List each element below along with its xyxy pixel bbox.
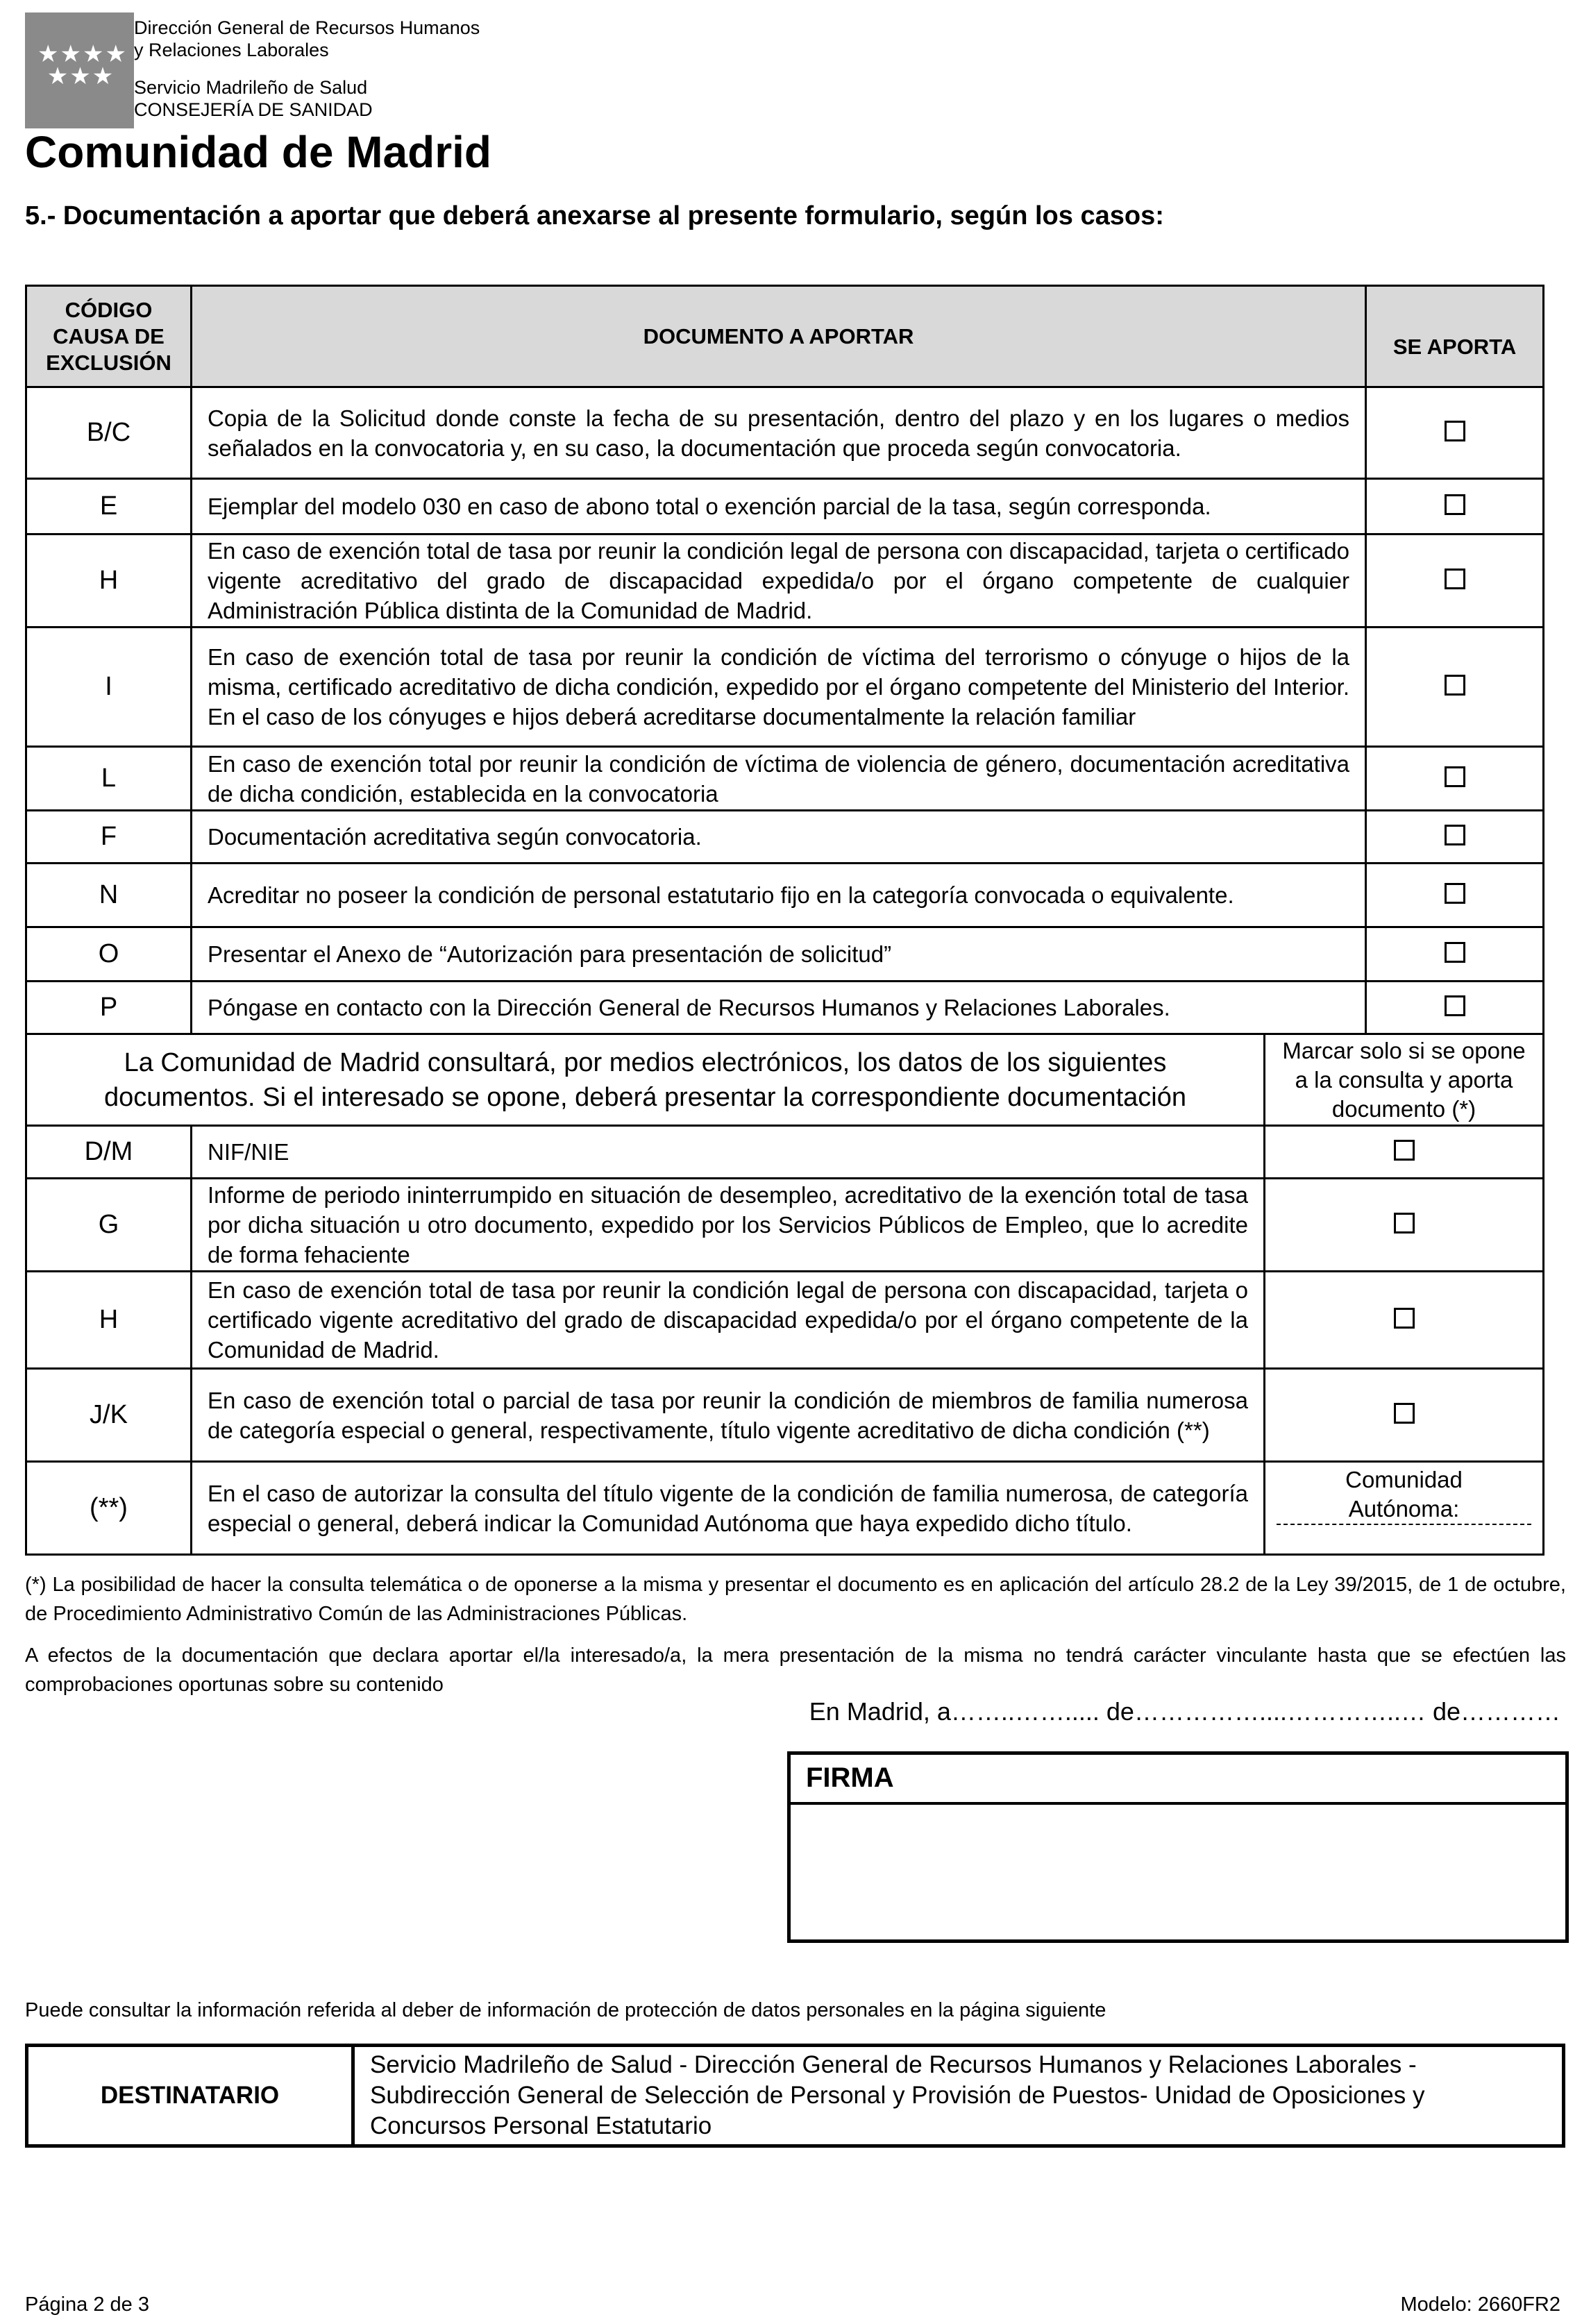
column-header-provided: SE APORTA (1366, 286, 1544, 387)
document-description: Documentación acreditativa según convocatoria. (192, 811, 1366, 864)
exclusion-code: E (26, 479, 192, 534)
signature-box[interactable] (787, 1751, 1569, 1943)
provided-checkbox-cell[interactable] (1366, 479, 1544, 534)
logo (25, 12, 134, 128)
checkbox[interactable] (1445, 883, 1465, 904)
consultation-notice: La Comunidad de Madrid consultará, por medios electrónicos, los datos de los siguientes documentos. Si el interesado se opone, deberá presentar la correspondiente documentación (26, 1034, 1265, 1126)
oppose-checkbox-cell[interactable] (1265, 1369, 1544, 1462)
checkbox[interactable] (1394, 1140, 1415, 1161)
checkbox[interactable] (1394, 1403, 1415, 1424)
table-row (26, 927, 1544, 982)
header-ministry: CONSEJERÍA DE SANIDAD (134, 99, 373, 120)
checkbox[interactable] (1445, 825, 1465, 845)
recipient-label: DESTINATARIO (27, 2046, 353, 2146)
recipient-table (25, 2044, 1565, 2148)
provided-checkbox-cell[interactable] (1366, 982, 1544, 1034)
table-row (26, 479, 1544, 534)
document-description: En caso de exención total o parcial de tasa por reunir la condición de miembros de familia numerosa de categoría especial o general, respectivamente, título vigente acreditativo de dicha condición (**) (192, 1369, 1265, 1462)
table-row (26, 1126, 1544, 1179)
provided-checkbox-cell[interactable] (1366, 747, 1544, 811)
exclusion-code: H (26, 1272, 192, 1369)
table-row (26, 1369, 1544, 1462)
table-row (26, 1179, 1544, 1272)
section-title: 5.- Documentación a aportar que deberá anexarse al presente formulario, según los casos: (25, 201, 1164, 230)
document-description: Póngase en contacto con la Dirección General de Recursos Humanos y Relaciones Laborales. (192, 982, 1366, 1034)
place-date-line[interactable]: En Madrid, a……..……..... de……………....…………..… de………… (809, 1697, 1560, 1726)
exclusion-code: N (26, 864, 192, 927)
checkbox[interactable] (1445, 421, 1465, 441)
header-dept-line2: y Relaciones Laborales (134, 40, 329, 60)
autonomous-community-label-line1: Comunidad (1345, 1467, 1463, 1492)
table-row (26, 811, 1544, 864)
exclusion-code: G (26, 1179, 192, 1272)
header-service-name: Servicio Madrileño de Salud (134, 77, 368, 98)
document-description: En caso de exención total de tasa por reunir la condición legal de persona con discapacidad, tarjeta o certificado vigente acreditativo del grado de discapacidad expedida/o por el órgano competente de cualquier Administración Pública distinta de la Comunidad de Madrid. (192, 534, 1366, 628)
privacy-note: Puede consultar la información referida al deber de información de protección de datos personales en la página siguiente (25, 1999, 1106, 2021)
table-row (26, 534, 1544, 628)
exclusion-code: B/C (26, 387, 192, 479)
legal-footnote: (*) La posibilidad de hacer la consulta telemática o de oponerse a la misma y presentar el documento es en aplicación del artículo 28.2 de la Ley 39/2015, de 1 de octubre, de Procedimiento Administrativo Común de las Administraciones Públicas. (25, 1574, 1566, 1625)
recipient-value: Servicio Madrileño de Salud - Dirección General de Recursos Humanos y Relaciones Laborales - Subdirección General de Selección de Personal y Provisión de Puestos- Unidad de Oposiciones y Concursos Personal Estatutario (353, 2046, 1564, 2146)
document-description: Ejemplar del modelo 030 en caso de abono total o exención parcial de la tasa, según corresponda. (192, 479, 1366, 534)
autonomous-community-label-line2: Autónoma: (1348, 1496, 1460, 1522)
document-description: Acreditar no poseer la condición de personal estatutario fijo en la categoría convocada o equivalente. (192, 864, 1366, 927)
checkbox[interactable] (1445, 995, 1465, 1016)
oppose-checkbox-cell[interactable] (1265, 1272, 1544, 1369)
opposition-column-header: Marcar solo si se opone a la consulta y aporta documento (*) (1265, 1034, 1544, 1126)
checkbox[interactable] (1394, 1308, 1415, 1329)
document-description: Presentar el Anexo de “Autorización para presentación de solicitud” (192, 927, 1366, 982)
organization-name: Comunidad de Madrid (25, 127, 491, 177)
column-header-document: DOCUMENTO A APORTAR (192, 286, 1366, 387)
column-header-code: CÓDIGO CAUSA DE EXCLUSIÓN (26, 286, 192, 387)
document-description: NIF/NIE (192, 1126, 1265, 1179)
logo-stars-icon: ★★★★ ★★★ (37, 40, 128, 90)
exclusion-code: O (26, 927, 192, 982)
document-description: En el caso de autorizar la consulta del título vigente de la condición de familia numerosa, de categoría especial o general, deberá indicar la Comunidad Autónoma que haya expedido dicho título. (192, 1462, 1265, 1555)
provided-checkbox-cell[interactable] (1366, 628, 1544, 747)
consultation-header-row (26, 1034, 1544, 1126)
checkbox[interactable] (1445, 675, 1465, 696)
exclusion-code: J/K (26, 1369, 192, 1462)
provided-checkbox-cell[interactable] (1366, 927, 1544, 982)
document-description: En caso de exención total por reunir la condición de víctima de violencia de género, documentación acreditativa de dicha condición, establecida en la convocatoria (192, 747, 1366, 811)
provided-checkbox-cell[interactable] (1366, 534, 1544, 628)
header-dept-line1: Dirección General de Recursos Humanos (134, 17, 480, 38)
checkbox[interactable] (1445, 766, 1465, 787)
document-description: En caso de exención total de tasa por reunir la condición legal de persona con discapacidad, tarjeta o certificado vigente acreditativo del grado de discapacidad expedida/o por el órgano competente de la Comunidad de Madrid. (192, 1272, 1265, 1369)
oppose-checkbox-cell[interactable] (1265, 1179, 1544, 1272)
document-description: Informe de periodo ininterrumpido en situación de desempleo, acreditativo de la exención total de tasa por dicha situación u otro documento, expedido por los Servicios Públicos de Empleo, que lo acredite de forma fehaciente (192, 1179, 1265, 1272)
table-row (26, 864, 1544, 927)
exclusion-code: L (26, 747, 192, 811)
table-row (26, 982, 1544, 1034)
table-row (26, 1272, 1544, 1369)
provided-checkbox-cell[interactable] (1366, 387, 1544, 479)
signature-label: FIRMA (806, 1762, 894, 1793)
page-number: Página 2 de 3 (25, 2293, 149, 2316)
checkbox[interactable] (1445, 569, 1465, 589)
document-description: Copia de la Solicitud donde conste la fecha de su presentación, dentro del plazo y en los lugares o medios señalados en la convocatoria y, en su caso, la documentación que proceda según convocatoria. (192, 387, 1366, 479)
exclusion-code: F (26, 811, 192, 864)
exclusion-code: (**) (26, 1462, 192, 1555)
signature-divider (791, 1802, 1565, 1805)
checkbox[interactable] (1445, 494, 1465, 515)
exclusion-code: P (26, 982, 192, 1034)
documentation-table (25, 285, 1544, 1556)
model-number: Modelo: 2660FR2 (1400, 2293, 1560, 2316)
provided-checkbox-cell[interactable] (1366, 811, 1544, 864)
table-row (26, 628, 1544, 747)
exclusion-code: H (26, 534, 192, 628)
table-row (26, 387, 1544, 479)
oppose-checkbox-cell[interactable] (1265, 1126, 1544, 1179)
checkbox[interactable] (1445, 942, 1465, 963)
table-row (26, 747, 1544, 811)
exclusion-code: D/M (26, 1126, 192, 1179)
autonomous-community-field[interactable] (1265, 1462, 1544, 1555)
provided-checkbox-cell[interactable] (1366, 864, 1544, 927)
checkbox[interactable] (1394, 1213, 1415, 1233)
exclusion-code: I (26, 628, 192, 747)
autonomous-community-input[interactable] (1277, 1494, 1531, 1525)
document-description: En caso de exención total de tasa por reunir la condición de víctima del terrorismo o cónyuge o hijos de la misma, certificado acreditativo de dicha condición, expedido por el órgano competente del Ministerio del Interior. En el caso de los cónyuges e hijos deberá acreditarse documentalmente la relación familiar (192, 628, 1366, 747)
table-row (26, 1462, 1544, 1555)
binding-effects-note: A efectos de la documentación que declara aportar el/la interesado/a, la mera presentación de la misma no tendrá carácter vinculante hasta que se efectúen las comprobaciones oportunas sobre su contenido (25, 1644, 1566, 1696)
